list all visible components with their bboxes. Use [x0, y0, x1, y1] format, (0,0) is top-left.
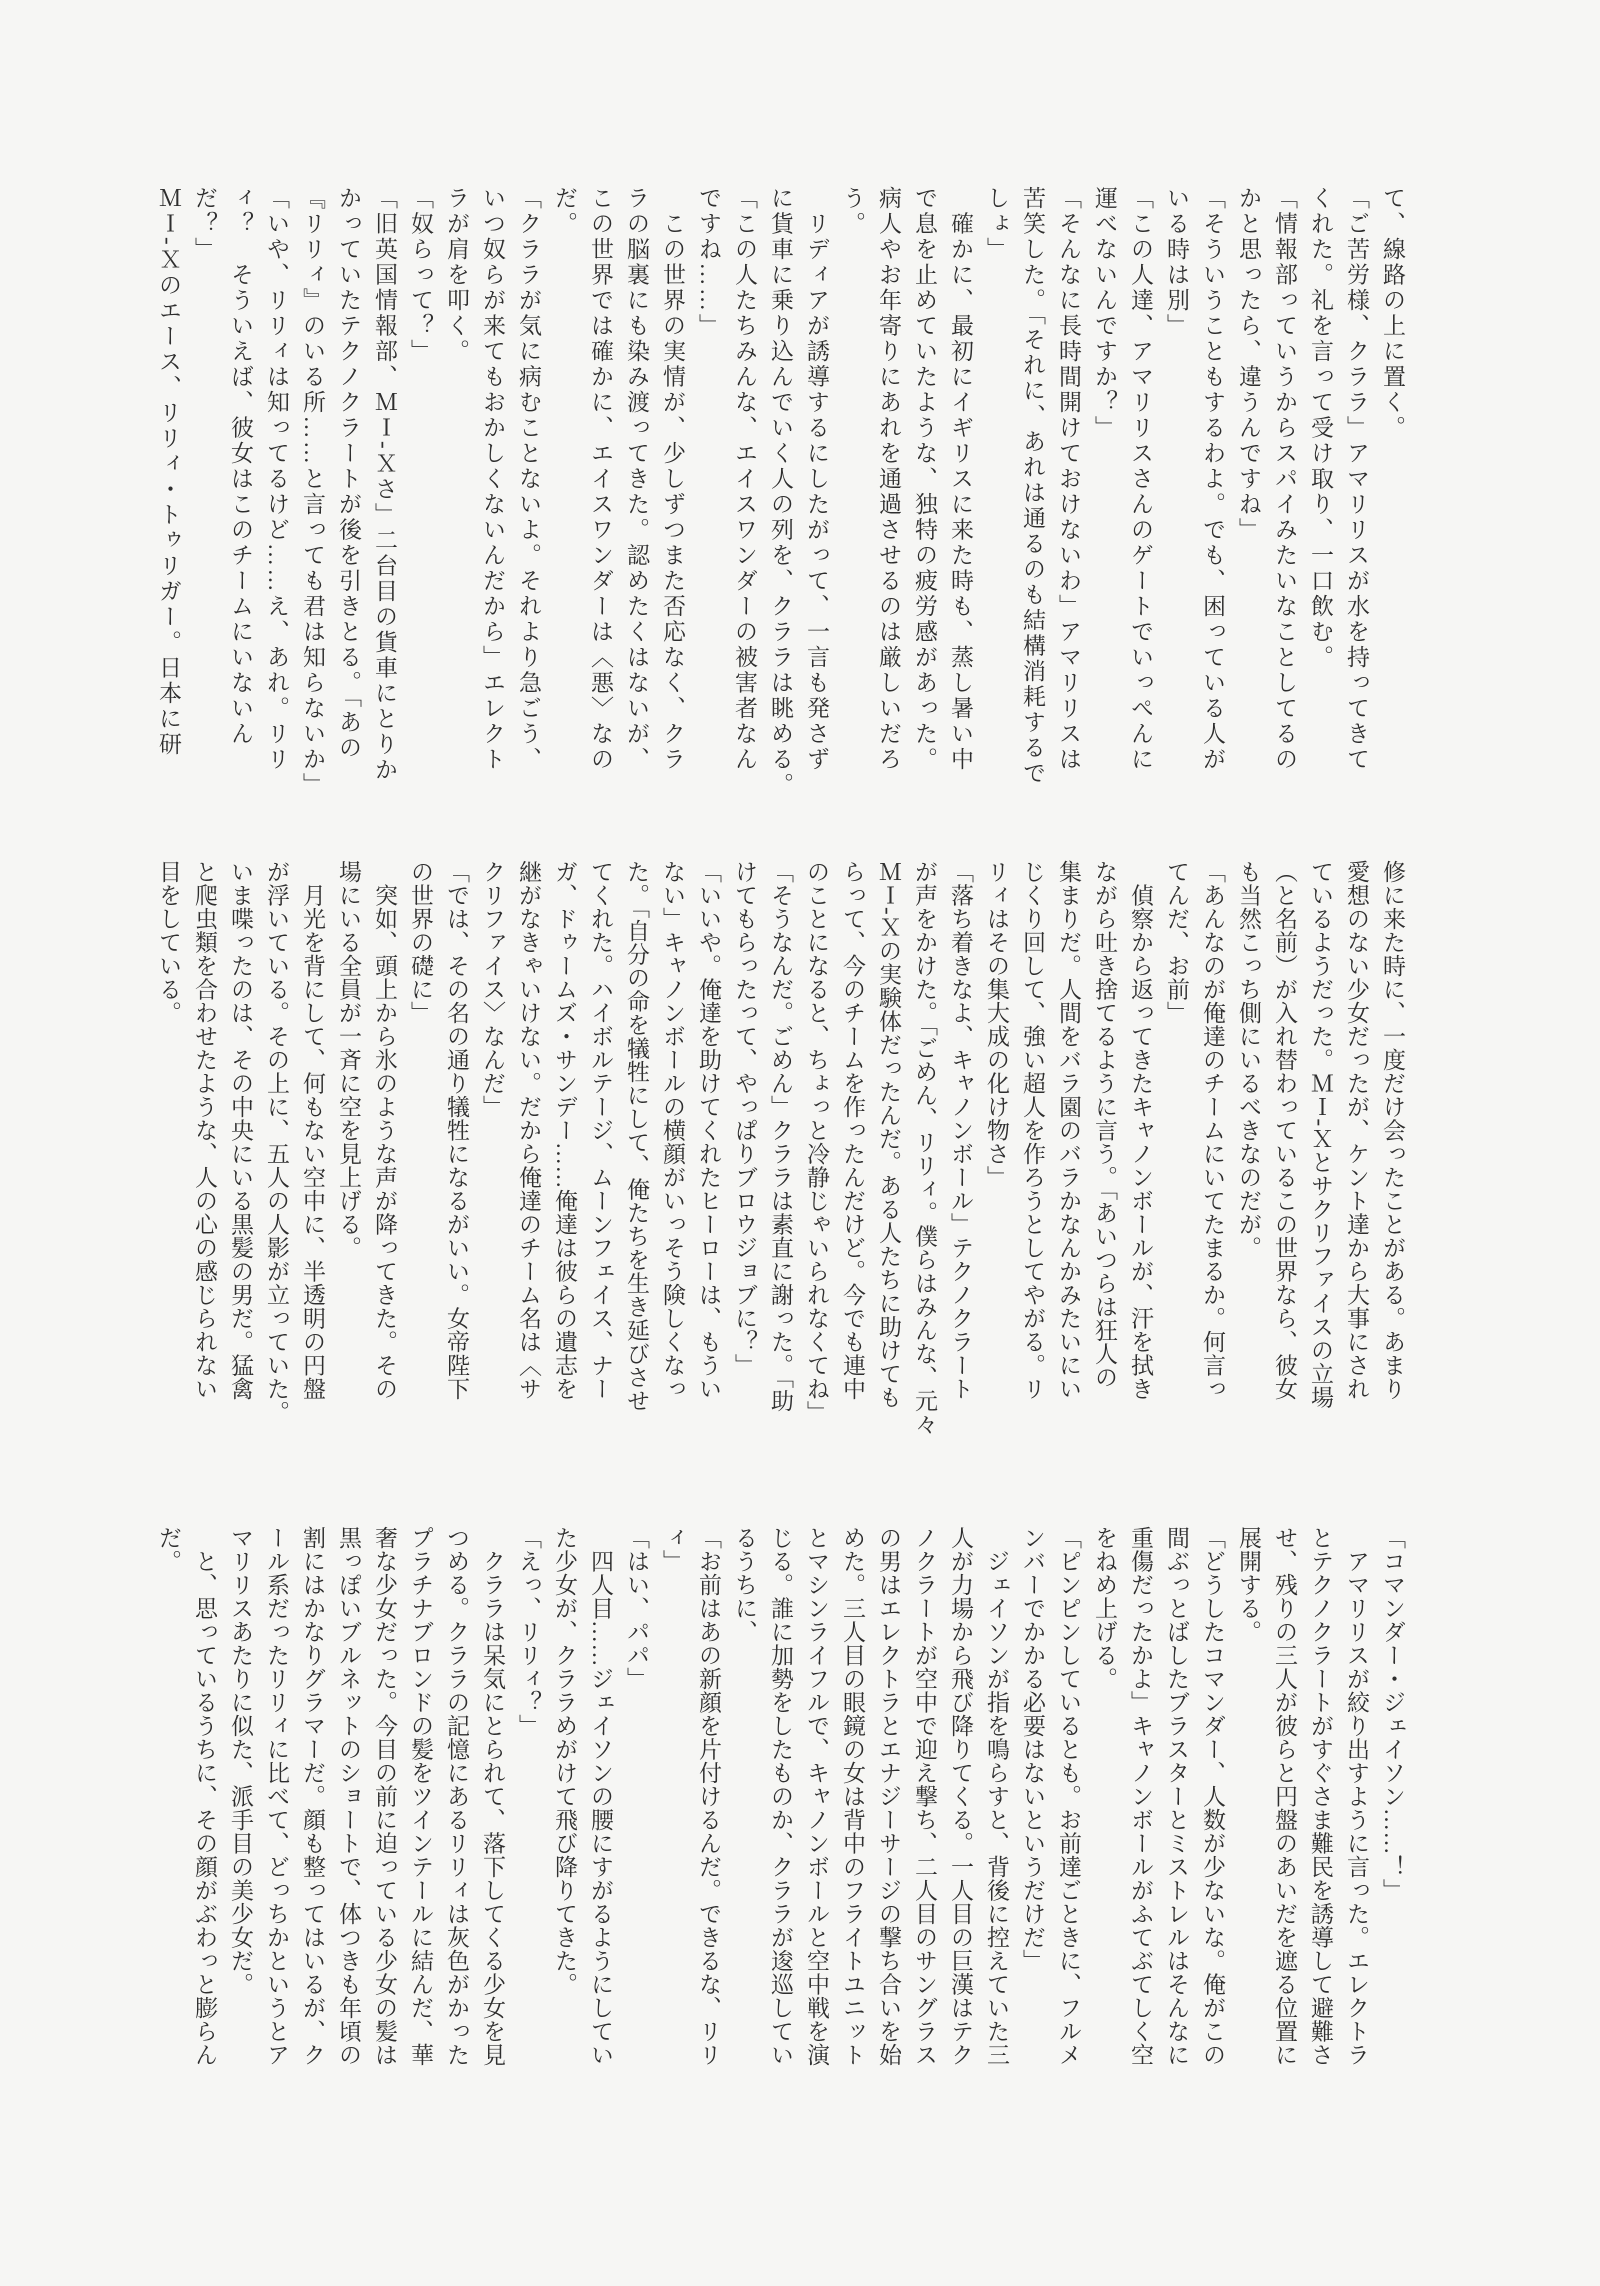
text-column: 目をしている。: [156, 860, 181, 1025]
text-column: じる。誰に加勢をしたものか、クララが逡巡してい: [768, 1526, 793, 2067]
text-column: ール系だったリリィに比べて、どっちかというとア: [264, 1526, 289, 2067]
text-column: の男はエレクトラとエナジーサージの撃ち合いを始: [876, 1526, 901, 2067]
text-column: 継がなきゃいけない。だから俺達のチーム名は〈サ: [516, 860, 541, 1401]
text-column: 愛想のない少女だったが、ケント達から大事にされ: [1344, 860, 1369, 1401]
text-column: 「奴らって？」: [408, 186, 433, 365]
text-column: らって、今のチームを作ったんだけど。今でも連中: [840, 860, 865, 1401]
text-column: う。: [840, 186, 865, 237]
text-column: のことになると、ちょっと冷静じゃいられなくてね」: [804, 860, 829, 1424]
text-column: ノクラートが空中で迎え撃ち、二人目のサングラス: [912, 1526, 937, 2067]
text-column: で息を止めていたような、独特の疲労感があった。: [912, 186, 937, 773]
text-column: とテクノクラートがすぐさま難民を誘導して避難さ: [1308, 1526, 1333, 2067]
text-column: かっていたテクノクラートが後を引きとる。「あの: [336, 186, 361, 761]
text-column: しょ」: [984, 186, 1009, 263]
text-column: と、思っているうちに、その顔がぶわっと膨らん: [192, 1526, 217, 2067]
text-column: リディアが誘導するにしたがって、一言も発さず: [804, 186, 829, 773]
text-column: いる時は別」: [1164, 186, 1189, 339]
text-column: も当然こっち側にいるべきなのだが。: [1236, 860, 1261, 1260]
text-column: 集まりだ。人間をバラ園のバラかなんかみたいにい: [1056, 860, 1081, 1401]
text-column: 「情報部っていうからスパイみたいなことしてるの: [1272, 186, 1297, 773]
text-column: 病人やお年寄りにあれを通過させるのは厳しいだろ: [876, 186, 901, 773]
text-column: 「そんなに長時間開けておけないわ」アマリリスは: [1056, 186, 1081, 773]
text-column: 人が力場から飛び降りてくる。一人目の巨漢はテク: [948, 1526, 973, 2067]
text-column: 「ご苦労様、クララ」アマリリスが水を持ってきて: [1344, 186, 1369, 773]
text-column: ラの脳裏にも染み渡ってきた。認めたくはないが、: [624, 186, 649, 773]
text-column: 「えっ、リリィ？」: [516, 1526, 541, 1738]
text-column: くれた。礼を言って受け取り、一口飲む。: [1308, 186, 1333, 671]
text-column: 展開する。: [1236, 1526, 1261, 1644]
text-column: ィ」: [660, 1526, 685, 1573]
text-column: いつ奴らが来てもおかしくないんだから」エレクト: [480, 186, 505, 773]
text-column: ＭＩ‐Ｘのエース、リリィ・トゥリガー。日本に研: [156, 186, 181, 758]
text-column: とマシンライフルで、キャノンボールと空中戦を演: [804, 1526, 829, 2067]
text-column: 苦笑した。「それに、あれは通るのも結構消耗するで: [1020, 186, 1045, 787]
text-column: 黒っぽいブルネットのショートで、体つきも年頃の: [336, 1526, 361, 2067]
text-column: 「落ち着きなよ、キャノンボール」テクノクラート: [948, 860, 973, 1401]
text-column: 「クララが気に病むことないよ。それより急ごう、: [516, 186, 541, 773]
text-column: た少女が、クララめがけて飛び降りてきた。: [552, 1526, 577, 1996]
text-column: クリファイス〉なんだ」: [480, 860, 505, 1119]
text-column: ない」キャノンボールの横顔がいっそう険しくなっ: [660, 860, 685, 1401]
text-column: 「旧英国情報部、ＭＩ‐Ｘさ」二台目の貨車にとりか: [372, 186, 397, 783]
text-column: ですね……」: [696, 186, 721, 339]
text-band-bottom: [150, 1526, 1410, 2106]
text-column: 偵察から返ってきたキャノンボールが、汗を拭き: [1128, 860, 1153, 1401]
text-column: 「いいや。俺達を助けてくれたヒーローは、もうい: [696, 860, 721, 1401]
text-column: ラが肩を叩く。: [444, 186, 469, 365]
text-column: 「ピンピンしているとも。お前達ごときに、フルメ: [1056, 1526, 1081, 2067]
text-column: 場にいる全員が一斉に空を見上げる。: [336, 860, 361, 1260]
text-column: て、線路の上に置く。: [1380, 186, 1405, 441]
text-column: 「では、その名の通り犠牲になるがいい。女帝陛下: [444, 860, 469, 1401]
text-column: いま喋ったのは、その中央にいる黒髪の男だ。猛禽: [228, 860, 253, 1401]
text-column: この世界の実情が、少しずつまた否応なく、クラ: [660, 186, 685, 773]
text-column: 突如、頭上から氷のような声が降ってきた。その: [372, 860, 397, 1401]
text-column: ジェイソンが指を鳴らすと、背後に控えていた三: [984, 1526, 1009, 2067]
text-column: じくり回して、強い超人を作ろうとしてやがる。リ: [1020, 860, 1045, 1401]
text-column: るうちに、: [732, 1526, 757, 1644]
text-column: 重傷だったかよ」キャノンボールがふてぶてしく空: [1128, 1526, 1153, 2067]
text-column: この世界では確かに、エイスワンダーは〈悪〉なの: [588, 186, 613, 773]
text-column: けてもらったって、やっぱりブロウジョブに？」: [732, 860, 757, 1377]
text-column: 「そういうこともするわよ。でも、困っている人が: [1200, 186, 1225, 773]
text-column: プラチナブロンドの髪をツインテールに結んだ、華: [408, 1526, 433, 2067]
text-column: 修に来た時に、一度だけ会ったことがある。あまり: [1380, 860, 1405, 1401]
text-column: 「コマンダー・ジェイソン……！」: [1380, 1526, 1405, 1902]
text-column: （と名前）が入れ替わっているこの世界なら、彼女: [1272, 860, 1297, 1401]
text-column: 運べないんですか？」: [1092, 186, 1117, 441]
text-column: ＭＩ‐Ｘの実験体だったんだ。ある人たちに助けても: [876, 860, 901, 1409]
text-column: が声をかけた。「ごめん、リリィ。僕らはみんな、元々: [912, 860, 937, 1436]
text-column: だ。: [156, 1526, 181, 1573]
text-column: ているようだった。ＭＩ‐Ｘとサクリファイスの立場: [1308, 860, 1333, 1409]
text-column: 割にはかなりグラマーだ。顔も整ってはいるが、ク: [300, 1526, 325, 2067]
text-column: アマリリスが絞り出すように言った。エレクトラ: [1344, 1526, 1369, 2067]
text-column: だ。: [552, 186, 577, 237]
text-column: 『リリィ』のいる所……と言っても君は知らないか」: [300, 186, 325, 798]
text-column: クララは呆気にとられて、落下してくる少女を見: [480, 1526, 505, 2067]
text-column: 「あんなのが俺達のチームにいてたまるか。何言っ: [1200, 860, 1225, 1401]
text-column: だ？」: [192, 186, 217, 263]
text-column: 「お前はあの新顔を片付けるんだ。できるな、リリ: [696, 1526, 721, 2067]
text-column: 確かに、最初にイギリスに来た時も、蒸し暑い中: [948, 186, 973, 773]
text-column: 「そうなんだ。ごめん」クララは素直に謝った。「助: [768, 860, 793, 1413]
text-column: てくれた。ハイボルテージ、ムーンフェイス、ナー: [588, 860, 613, 1401]
text-column: かと思ったら、違うんですね」: [1236, 186, 1261, 543]
text-column: と爬虫類を合わせたような、人の心の感じられない: [192, 860, 217, 1401]
text-column: 月光を背にして、何もない空中に、半透明の円盤: [300, 860, 325, 1401]
text-column: つめる。クララの記憶にあるリリィは灰色がかった: [444, 1526, 469, 2067]
text-column: が浮いている。その上に、五人の人影が立っていた。: [264, 860, 289, 1424]
text-column: の世界の礎に」: [408, 860, 433, 1025]
text-column: せ、残りの三人が彼らと円盤のあいだを遮る位置に: [1272, 1526, 1297, 2067]
text-column: 「この人たちみんな、エイスワンダーの被害者なん: [732, 186, 757, 773]
text-column: ガ、ドゥームズ・サンデー……俺達は彼らの遺志を: [552, 860, 577, 1401]
text-column: をねめ上げる。: [1092, 1526, 1117, 1691]
text-column: リィはその集大成の化け物さ」: [984, 860, 1009, 1189]
text-band-middle: [150, 860, 1410, 1440]
text-column: 間ぶっとばしたブラスターとミストレルはそんなに: [1164, 1526, 1189, 2067]
text-column: た。「自分の命を犠牲にして、俺たちを生き延びさせ: [624, 860, 649, 1413]
text-column: めた。三人目の眼鏡の女は背中のフライトユニット: [840, 1526, 865, 2067]
text-column: 「どうしたコマンダー、人数が少ないな。俺がこの: [1200, 1526, 1225, 2067]
text-column: 奢な少女だった。今目の前に迫っている少女の髪は: [372, 1526, 397, 2067]
text-column: マリリスあたりに似た、派手目の美少女だ。: [228, 1526, 253, 1996]
text-column: 「いや、リリィは知ってるけど……え、あれ。リリ: [264, 186, 289, 773]
text-band-top: [150, 186, 1410, 810]
text-column: 「この人達、アマリリスさんのゲートでいっぺんに: [1128, 186, 1153, 773]
text-column: に貨車に乗り込んでいく人の列を、クララは眺める。: [768, 186, 793, 798]
text-column: てんだ、お前」: [1164, 860, 1189, 1025]
text-column: ィ？ そういえば、彼女はこのチームにいないん: [228, 186, 253, 747]
text-column: 四人目……ジェイソンの腰にすがるようにしてい: [588, 1526, 613, 2067]
text-column: ンバーでかかる必要はないというだけだ」: [1020, 1526, 1045, 1973]
text-column: 「はい、パパ」: [624, 1526, 649, 1691]
text-column: ながら吐き捨てるように言う。「あいつらは狂人の: [1092, 860, 1117, 1389]
